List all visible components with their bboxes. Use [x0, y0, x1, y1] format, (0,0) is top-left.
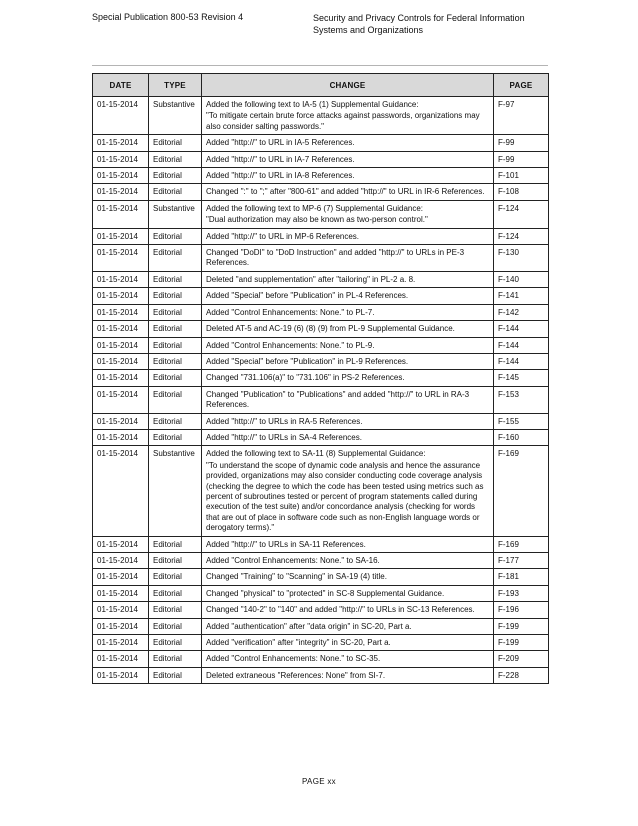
- table-row: [93, 413, 549, 429]
- change-text: Added "http://" to URLs in RA-5 References.: [206, 416, 363, 426]
- date-cell: 01-15-2014: [93, 288, 149, 304]
- table-row: [93, 569, 549, 585]
- header-publication-title: Special Publication 800-53 Revision 4: [92, 12, 244, 22]
- date-cell: 01-15-2014: [93, 184, 149, 200]
- change-cell: [202, 429, 494, 445]
- type-cell: Editorial: [149, 151, 202, 167]
- change-cell: [202, 245, 494, 272]
- page-cell: F-141: [494, 288, 549, 304]
- type-cell: Editorial: [149, 353, 202, 369]
- change-text: Changed "140-2" to "140" and added "http://" to URLs in SC-13 References.: [206, 605, 475, 615]
- page-cell: F-169: [494, 446, 549, 536]
- date-cell: 01-15-2014: [93, 569, 149, 585]
- page-cell: F-144: [494, 353, 549, 369]
- date-cell: 01-15-2014: [93, 429, 149, 445]
- type-cell: Editorial: [149, 184, 202, 200]
- page-cell: F-142: [494, 304, 549, 320]
- table-row: [93, 553, 549, 569]
- change-text: Changed "Publication" to "Publications" and added "http://" to URL in RA-3 References.: [206, 389, 470, 410]
- date-cell: 01-15-2014: [93, 353, 149, 369]
- change-text: Added "http://" to URLs in SA-4 References.: [206, 432, 362, 442]
- date-cell: 01-15-2014: [93, 446, 149, 536]
- page-cell: F-144: [494, 321, 549, 337]
- type-cell: Editorial: [149, 413, 202, 429]
- change-cell: [202, 288, 494, 304]
- table-row: [93, 151, 549, 167]
- header-divider: [92, 65, 548, 66]
- table-row: [93, 585, 549, 601]
- column-header-page: PAGE: [494, 74, 549, 97]
- change-cell: [202, 353, 494, 369]
- page-cell: F-99: [494, 135, 549, 151]
- page-cell: F-124: [494, 228, 549, 244]
- table-row: [93, 245, 549, 272]
- table-row: [93, 200, 549, 228]
- change-cell: [202, 536, 494, 552]
- change-cell: [202, 135, 494, 151]
- change-cell: [202, 337, 494, 353]
- type-cell: Editorial: [149, 168, 202, 184]
- change-cell: [202, 321, 494, 337]
- change-text: Added "Control Enhancements: None." to SA-16.: [206, 556, 380, 565]
- type-cell: Editorial: [149, 585, 202, 601]
- change-cell: [202, 585, 494, 601]
- date-cell: 01-15-2014: [93, 602, 149, 618]
- date-cell: 01-15-2014: [93, 168, 149, 184]
- change-cell: [202, 97, 494, 135]
- page-cell: F-108: [494, 184, 549, 200]
- type-cell: Editorial: [149, 288, 202, 304]
- column-header-type: TYPE: [149, 74, 202, 97]
- table-row: [93, 386, 549, 413]
- change-text: Added "authentication" after "data origin" in SC-20, Part a.: [206, 621, 412, 631]
- change-quote: "Dual authorization may also be known as two-person control.": [206, 215, 428, 225]
- page-number: PAGE xx: [302, 777, 336, 786]
- table-row: [93, 618, 549, 634]
- change-cell: [202, 635, 494, 651]
- table-header-row: [93, 74, 549, 97]
- page-cell: F-155: [494, 413, 549, 429]
- type-cell: Editorial: [149, 370, 202, 386]
- date-cell: 01-15-2014: [93, 245, 149, 272]
- type-cell: Editorial: [149, 635, 202, 651]
- table-row: [93, 429, 549, 445]
- page-cell: F-97: [494, 97, 549, 135]
- change-text: Deleted "and supplementation" after "tailoring" in PL-2 a. 8.: [206, 274, 416, 284]
- table-row: [93, 97, 549, 135]
- table-row: [93, 271, 549, 287]
- change-text: Added "Control Enhancements: None." to PL-7.: [206, 307, 375, 317]
- page-cell: F-153: [494, 386, 549, 413]
- type-cell: Editorial: [149, 135, 202, 151]
- page-cell: F-181: [494, 569, 549, 585]
- change-text: Added "http://" to URL in IA-8 References.: [206, 171, 355, 181]
- change-cell: [202, 304, 494, 320]
- change-text: Added "Control Enhancements: None." to PL-9.: [206, 340, 375, 350]
- change-cell: [202, 151, 494, 167]
- table-row: [93, 337, 549, 353]
- type-cell: Editorial: [149, 304, 202, 320]
- date-cell: 01-15-2014: [93, 228, 149, 244]
- page-cell: F-140: [494, 271, 549, 287]
- type-cell: Editorial: [149, 553, 202, 569]
- change-cell: [202, 667, 494, 683]
- table-row: [93, 135, 549, 151]
- table-row: [93, 667, 549, 683]
- page-cell: F-160: [494, 429, 549, 445]
- page-cell: F-193: [494, 585, 549, 601]
- change-text: Changed "DoDI" to "DoD Instruction" and added "http://" to URLs in PE-3 References.: [206, 248, 465, 268]
- change-cell: [202, 618, 494, 634]
- type-cell: Editorial: [149, 618, 202, 634]
- change-cell: [202, 569, 494, 585]
- change-text: Deleted AT-5 and AC-19 (6) (8) (9) from PL-9 Supplemental Guidance.: [206, 324, 455, 334]
- change-text: Added "http://" to URL in MP-6 References.: [206, 231, 360, 241]
- page-cell: F-124: [494, 200, 549, 228]
- change-cell: [202, 602, 494, 618]
- table-row: [93, 304, 549, 320]
- change-text: Added "Special" before "Publication" in PL-9 References.: [206, 356, 409, 366]
- change-text: Added "Control Enhancements: None." to SC-35.: [206, 654, 381, 664]
- type-cell: Editorial: [149, 271, 202, 287]
- change-text: Added "http://" to URL in IA-7 References.: [206, 154, 355, 164]
- date-cell: 01-15-2014: [93, 667, 149, 683]
- change-log-table: [92, 73, 549, 684]
- page-cell: F-199: [494, 635, 549, 651]
- table-row: [93, 446, 549, 536]
- type-cell: Editorial: [149, 602, 202, 618]
- page-cell: F-101: [494, 168, 549, 184]
- date-cell: 01-15-2014: [93, 585, 149, 601]
- type-cell: Editorial: [149, 429, 202, 445]
- page-cell: F-209: [494, 651, 549, 667]
- table-row: [93, 370, 549, 386]
- change-text: Added "verification" after "integrity" in SC-20, Part a.: [206, 638, 391, 648]
- change-text: Added the following text to SA-11 (8) Supplemental Guidance:: [206, 449, 426, 459]
- type-cell: Editorial: [149, 386, 202, 413]
- date-cell: 01-15-2014: [93, 553, 149, 569]
- change-cell: [202, 184, 494, 200]
- type-cell: Editorial: [149, 667, 202, 683]
- table-row: [93, 168, 549, 184]
- page-cell: F-177: [494, 553, 549, 569]
- change-text: Changed ":" to ";" after "800-61" and added "http://" to URL in IR-6 References.: [206, 187, 485, 197]
- change-cell: [202, 651, 494, 667]
- date-cell: 01-15-2014: [93, 651, 149, 667]
- date-cell: 01-15-2014: [93, 635, 149, 651]
- type-cell: Editorial: [149, 569, 202, 585]
- page-cell: F-130: [494, 245, 549, 272]
- type-cell: Editorial: [149, 245, 202, 272]
- page-cell: F-228: [494, 667, 549, 683]
- date-cell: 01-15-2014: [93, 370, 149, 386]
- type-cell: Substantive: [149, 97, 202, 135]
- type-cell: Editorial: [149, 536, 202, 552]
- column-header-change: CHANGE: [202, 74, 494, 97]
- date-cell: 01-15-2014: [93, 321, 149, 337]
- type-cell: Editorial: [149, 228, 202, 244]
- change-text: Changed "731.106(a)" to "731.106" in PS-2 References.: [206, 373, 405, 383]
- change-cell: [202, 413, 494, 429]
- change-text: Changed "physical" to "protected" in SC-8 Supplemental Guidance.: [206, 588, 445, 598]
- page-cell: F-169: [494, 536, 549, 552]
- type-cell: Editorial: [149, 337, 202, 353]
- table-row: [93, 353, 549, 369]
- table-row: [93, 321, 549, 337]
- change-text: Added the following text to IA-5 (1) Supplemental Guidance:: [206, 100, 419, 109]
- page-cell: F-196: [494, 602, 549, 618]
- change-quote: "To understand the scope of dynamic code analysis and hence the assurance provided, organizations may also consider conducting code coverage analysis (checking the degree to which the code has been tested using metrics such as percent of subroutines tested or percent of program statements called during execution of the test suite) and/or concordance analysis (checking for words that are out of place in software code such as non-English language words or derogatory terms).": [206, 460, 484, 533]
- date-cell: 01-15-2014: [93, 618, 149, 634]
- date-cell: 01-15-2014: [93, 135, 149, 151]
- change-cell: [202, 228, 494, 244]
- page-cell: F-99: [494, 151, 549, 167]
- change-text: Changed "Training" to "Scanning" in SA-19 (4) title.: [206, 572, 387, 582]
- date-cell: 01-15-2014: [93, 413, 149, 429]
- type-cell: Substantive: [149, 200, 202, 228]
- date-cell: 01-15-2014: [93, 337, 149, 353]
- table-row: [93, 635, 549, 651]
- table-row: [93, 288, 549, 304]
- date-cell: 01-15-2014: [93, 536, 149, 552]
- page-cell: F-199: [494, 618, 549, 634]
- date-cell: 01-15-2014: [93, 304, 149, 320]
- table-row: [93, 651, 549, 667]
- change-cell: [202, 386, 494, 413]
- change-text: Added "Special" before "Publication" in PL-4 References.: [206, 291, 409, 301]
- type-cell: Editorial: [149, 651, 202, 667]
- change-cell: [202, 200, 494, 228]
- table-row: [93, 228, 549, 244]
- change-quote: "To mitigate certain brute force attacks against passwords, organizations may also consider salting passwords.": [206, 111, 480, 131]
- change-cell: [202, 446, 494, 536]
- header-document-title: Security and Privacy Controls for Federal Information Systems and Organizations: [313, 13, 525, 35]
- date-cell: 01-15-2014: [93, 97, 149, 135]
- page-cell: F-144: [494, 337, 549, 353]
- change-text: Added the following text to MP-6 (7) Supplemental Guidance:: [206, 203, 424, 213]
- date-cell: 01-15-2014: [93, 151, 149, 167]
- change-text: Added "http://" to URL in IA-5 References.: [206, 138, 355, 148]
- date-cell: 01-15-2014: [93, 386, 149, 413]
- column-header-date: DATE: [93, 74, 149, 97]
- change-cell: [202, 271, 494, 287]
- table-row: [93, 536, 549, 552]
- date-cell: 01-15-2014: [93, 271, 149, 287]
- change-text: Added "http://" to URLs in SA-11 References.: [206, 539, 366, 549]
- change-cell: [202, 168, 494, 184]
- table-row: [93, 602, 549, 618]
- type-cell: Editorial: [149, 321, 202, 337]
- page-cell: F-145: [494, 370, 549, 386]
- date-cell: 01-15-2014: [93, 200, 149, 228]
- change-cell: [202, 370, 494, 386]
- type-cell: Substantive: [149, 446, 202, 536]
- table-row: [93, 184, 549, 200]
- change-cell: [202, 553, 494, 569]
- change-text: Deleted extraneous "References: None" from SI-7.: [206, 670, 386, 680]
